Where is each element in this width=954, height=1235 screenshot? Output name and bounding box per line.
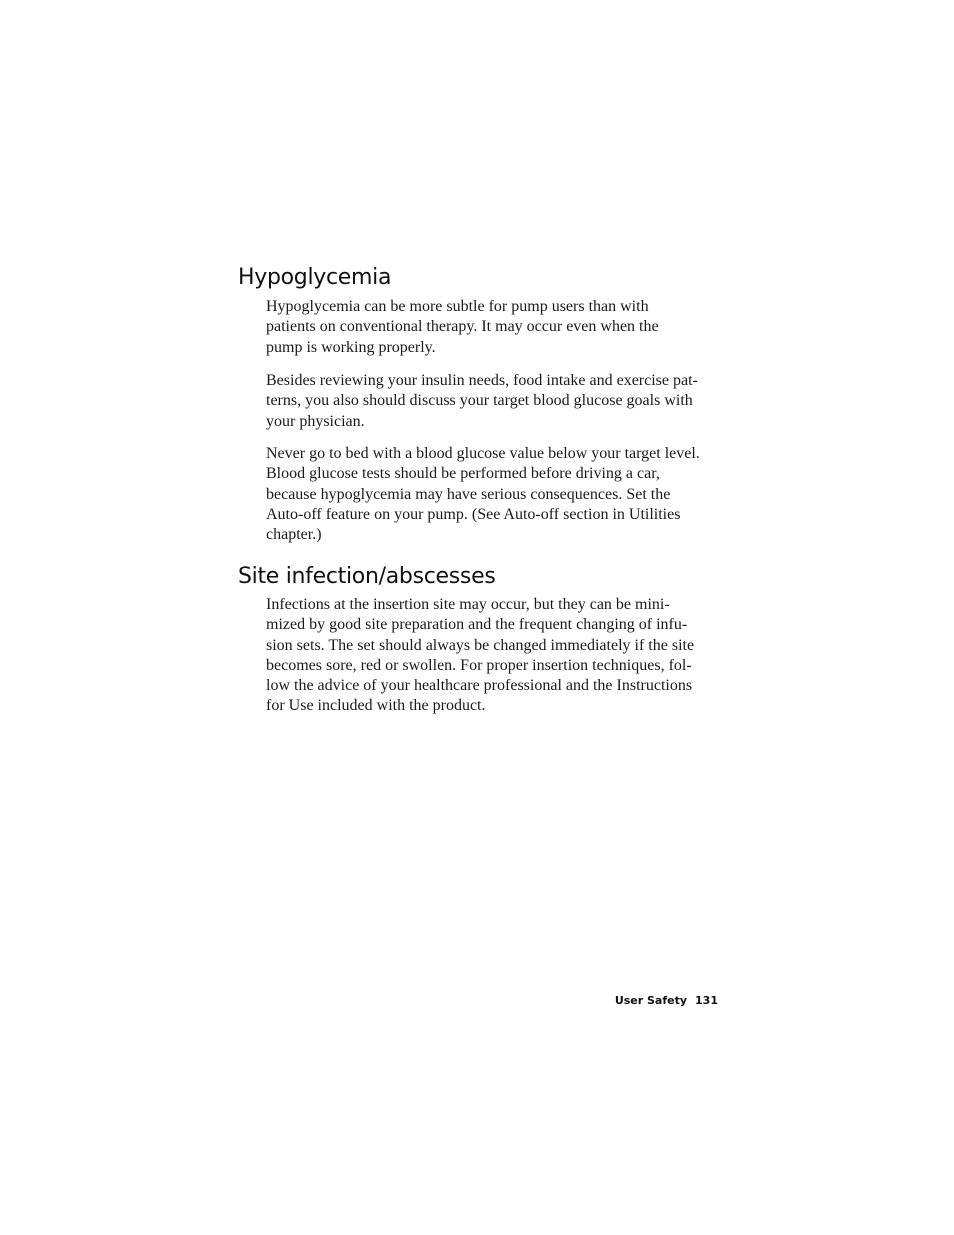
footer-section-name: User Safety (614, 994, 688, 1007)
page-number: 131 (695, 994, 718, 1007)
text-line: becomes sore, red or swollen. For proper insertion techniques, fol- (266, 656, 692, 674)
paragraph-hypoglycemia-intro (266, 297, 738, 358)
text-line: sion sets. The set should always be changed immediately if the site (266, 636, 695, 654)
text-line: Auto-off feature on your pump. (See Auto-off section in Utilities (266, 505, 681, 523)
text-line: chapter.) (266, 526, 322, 544)
paragraph-hypoglycemia-goals (266, 371, 738, 432)
text-line: for Use included with the product. (266, 697, 486, 715)
text-line: Hypoglycemia can be more subtle for pump users than with (266, 298, 649, 315)
text-line: your physician. (266, 412, 365, 430)
text-line: Blood glucose tests should be performed before driving a car, (266, 465, 660, 483)
text-line: terns, you also should discuss your target blood glucose goals with (266, 392, 693, 410)
text-line: Never go to bed with a blood glucose value below your target level. (266, 445, 700, 462)
text-line: because hypoglycemia may have serious consequences. Set the (266, 485, 671, 503)
text-line: pump is working properly. (266, 338, 436, 356)
text-line: patients on conventional therapy. It may occur even when the (266, 318, 659, 336)
section-heading-hypoglycemia: Hypoglycemia (238, 265, 392, 290)
text-line: Besides reviewing your insulin needs, food intake and exercise pat- (266, 372, 698, 389)
page-footer (615, 993, 718, 1009)
text-line: Infections at the insertion site may occur, but they can be mini- (266, 596, 670, 613)
text-line: mized by good site preparation and the frequent changing of infu- (266, 616, 688, 634)
paragraph-site-infection (266, 595, 738, 717)
section-heading-site-infection: Site infection/abscesses (238, 564, 496, 589)
paragraph-hypoglycemia-bedtime (266, 444, 738, 545)
text-line: low the advice of your healthcare professional and the Instructions (266, 677, 693, 695)
